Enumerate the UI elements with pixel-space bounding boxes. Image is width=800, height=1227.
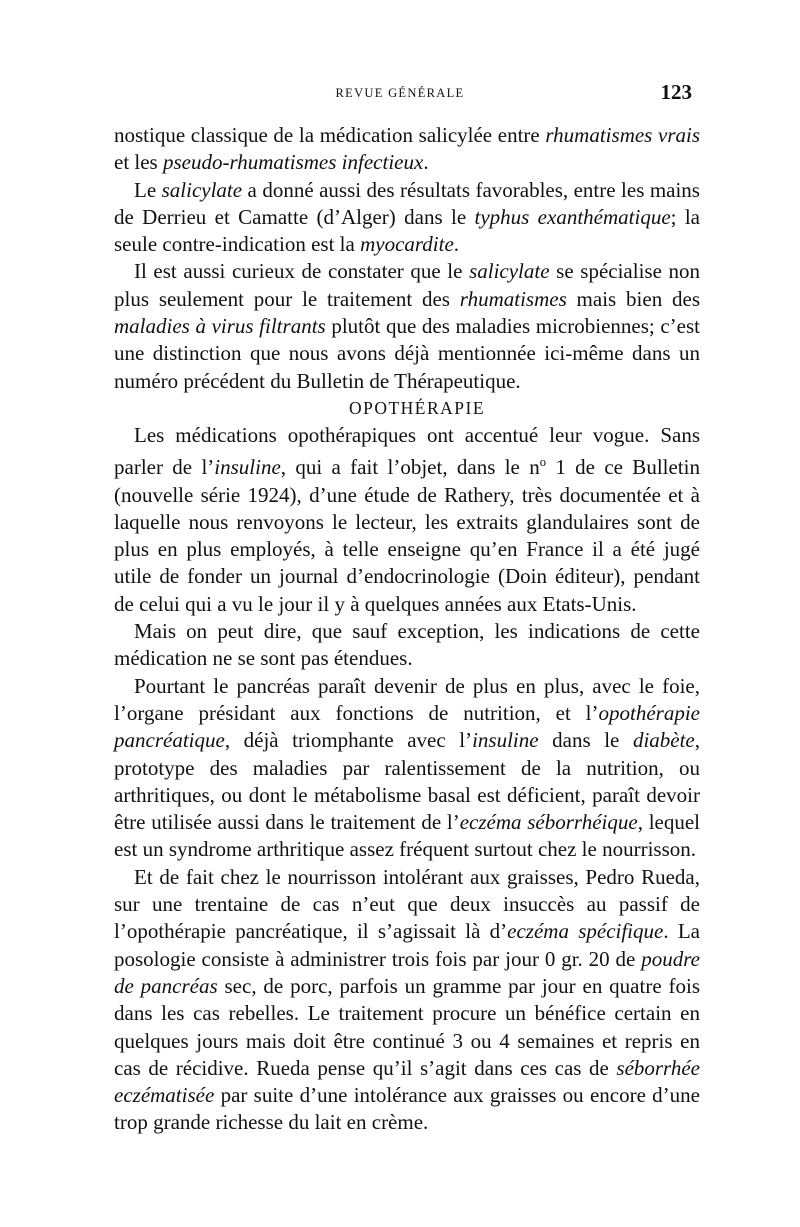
paragraph-4: Les médications opothérapiques ont accentué leur vogue. Sans parler de l’insuline, qui a fait l’objet, dans le $n^o$ 1 de ce Bulletin (nouvelle série 1924), d’une étude de Rathery, très documentée et à laquelle nous renvoyons le lecteur, les extraits glandulaires sont de plus en plus employés, à telle enseigne qu’en France il a été jugé utile de fonder un journal d’endocrinologie (Doin éditeur), pendant de celui qui a vu le jour il y à quelques années aux Etats-Unis. <box>114 422 700 616</box>
italic-term: insuline <box>214 455 281 480</box>
italic-term: rhumatismes vrais <box>545 123 700 147</box>
italic-term: diabète <box>632 728 695 753</box>
section-heading: OPOTHÉRAPIE <box>348 397 486 418</box>
superscript: o <box>539 455 547 470</box>
italic-term: pseudo-rhumatismes infectieux <box>162 150 424 175</box>
italic-term: eczéma spécifique <box>507 919 664 944</box>
italic-term: salicylate <box>469 259 550 284</box>
italic-term: rhumatismes <box>459 286 567 311</box>
italic-term: eczéma séborrhéique <box>459 810 638 835</box>
paragraph-2: Le salicylate a donné aussi des résultats favorables, entre les mains de Derrieu et Camatte (d’Alger) dans le typhus exanthématique; la seule contre-indication est la myocardite. <box>114 177 700 257</box>
italic-term: opothérapie pancréatique <box>114 700 700 753</box>
italic-term: myocardite <box>360 232 454 257</box>
italic-term: maladies à virus filtrants <box>114 314 326 339</box>
italic-term: poudre de pancréas <box>114 946 700 998</box>
italic-term: séborrhée eczématisée <box>114 1055 700 1108</box>
italic-term: insuline <box>472 728 539 753</box>
paragraph-3: Il est aussi curieux de constater que le salicylate se spécialise non plus seulement pour le traitement des rhumatismes mais bien des maladies à virus filtrants plutôt que des maladies microbiennes; c’est une distinction que nous avons déjà mentionnée ici-même dans un numéro précédent du Bulletin de Thérapeutique. <box>114 259 701 393</box>
paragraph-7: Et de fait chez le nourrisson intolérant aux graisses, Pedro Rueda, sur une trentaine de cas n’eut que deux insuccès au passif de l’opothérapie pancréatique, il s’agissait là d’eczéma spécifique. La posologie consiste à administrer trois fois par jour 0 gr. 20 de poudre de pancréas sec, de porc, parfois un gramme par jour en quatre fois dans les cas rebelles. Le traitement procure un bénéfice certain en quelques jours mais doit être continué 3 ou 4 semaines et repris en cas de récidive. Rueda pense qu’il s’agit dans ces cas de séborrhée eczématisée par suite d’une intolérance aux graisses ou encore d’une trop grande richesse du lait en crème. <box>114 864 700 1135</box>
running-head: REVUE GÉNÉRALE <box>335 86 465 100</box>
paragraph-6: Pourtant le pancréas paraît devenir de plus en plus, avec le foie, l’organe présidant aux fonctions de nutrition, et l’opothérapie pancréatique, déjà triomphante avec l’insuline dans le diabète, prototype des maladies par ralentissement de la nutrition, ou arthritiques, ou dont le métabolisme basal est déficient, paraît devoir être utilisée aussi dans le traitement de l’eczéma séborrhéique, lequel est un syndrome arthritique assez fréquent surtout chez le nourrisson. <box>114 673 701 862</box>
page-number: 123 <box>660 80 692 104</box>
italic-term: typhus exanthématique <box>474 204 671 229</box>
paragraph-5: Mais on peut dire, que sauf exception, les indications de cette médication ne se sont pas étendues. <box>114 619 700 671</box>
paragraph-1: nostique classique de la médication salicylée entre rhumatismes vrais et les pseudo-rhumatismes infectieux. <box>114 123 700 175</box>
italic-term: salicylate <box>161 177 243 202</box>
body-text <box>114 122 700 1137</box>
